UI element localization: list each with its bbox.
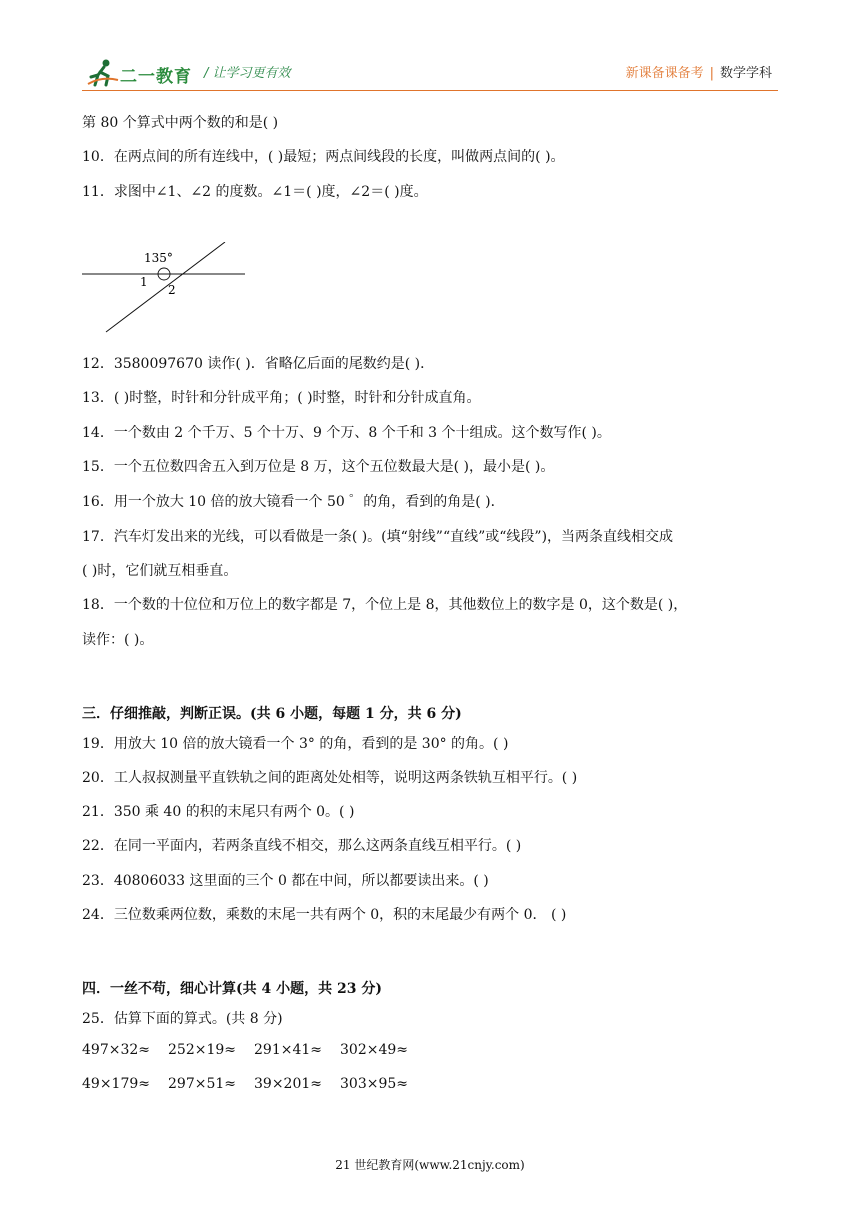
estimate-item: 297×51≈ [168, 1076, 236, 1092]
estimate-item: 303×95≈ [340, 1076, 408, 1092]
question-19: 19．用放大 10 倍的放大镜看一个 3° 的角，看到的是 30° 的角。( ) [82, 736, 509, 752]
question-18: 18．一个数的十位位和万位上的数字都是 7，个位上是 8，其他数位上的数字是 0，这个数是( )， [82, 597, 688, 613]
logo-text: 二一教育 [120, 67, 192, 87]
estimate-item: 49×179≈ [82, 1076, 150, 1092]
question-13: 13．( )时整，时针和分针成平角；( )时整，时针和分针成直角。 [82, 390, 481, 406]
estimate-item: 39×201≈ [254, 1076, 322, 1092]
estimate-item: 302×49≈ [340, 1042, 408, 1058]
question-18-cont: 读作：( )。 [82, 632, 154, 648]
question-16: 16．用一个放大 10 倍的放大镜看一个 50 ゜的角，看到的角是( )． [82, 494, 505, 510]
page-footer: 21 世纪教育网(www.21cnjy.com) [335, 1158, 525, 1172]
question-17-cont: ( )时，它们就互相垂直。 [82, 563, 238, 579]
question-23: 23．40806033 这里面的三个 0 都在中间，所以都要读出来。( ) [82, 873, 489, 889]
logo [86, 58, 196, 88]
section-4-heading: 四．一丝不苟，细心计算(共 4 小题，共 23 分) [82, 981, 382, 997]
question-14: 14．一个数由 2 个千万、5 个十万、9 个万、8 个千和 3 个十组成。这个数写作( )。 [82, 425, 611, 441]
question-10: 10．在两点间的所有连线中，( )最短；两点间线段的长度，叫做两点间的( )。 [82, 149, 565, 165]
runner-logo-icon [86, 58, 120, 88]
estimate-row-2 [82, 1076, 442, 1092]
angle-2-label: 2 [168, 283, 176, 297]
question-22: 22．在同一平面内，若两条直线不相交，那么这两条直线互相平行。( ) [82, 838, 522, 854]
header-separator: | [709, 66, 714, 81]
question-25: 25．估算下面的算式。(共 8 分) [82, 1011, 283, 1027]
angle-figure [80, 242, 250, 337]
question-12: 12．3580097670 读作( )．省略亿后面的尾数约是( )． [82, 356, 435, 372]
header-course-label: 新课备课备考 [625, 66, 704, 81]
page-header [0, 0, 860, 100]
header-divider [82, 90, 778, 91]
question-20: 20．工人叔叔测量平直铁轨之间的距离处处相等，说明这两条铁轨互相平行。( ) [82, 770, 578, 786]
angle-135-label: 135° [144, 251, 173, 265]
estimate-row-1 [82, 1042, 442, 1058]
question-24: 24．三位数乘两位数，乘数的末尾一共有两个 0，积的末尾最少有两个 0． ( ) [82, 907, 567, 923]
question-9-tail: 第 80 个算式中两个数的和是( ) [82, 115, 279, 131]
slogan: / 让学习更有效 [204, 66, 291, 81]
estimate-item: 252×19≈ [168, 1042, 236, 1058]
question-17: 17．汽车灯发出来的光线，可以看做是一条( )。(填“射线”“直线”或“线段”)，当两条直线相交成 [82, 529, 674, 545]
angle-1-label: 1 [140, 275, 148, 289]
section-3-heading: 三．仔细推敲，判断正误。(共 6 小题，每题 1 分，共 6 分) [82, 706, 462, 722]
question-21: 21．350 乘 40 的积的末尾只有两个 0。( ) [82, 804, 355, 820]
estimate-item: 291×41≈ [254, 1042, 322, 1058]
header-subject [626, 62, 772, 81]
header-subject-label: 数学学科 [719, 66, 772, 81]
question-11: 11．求图中∠1、∠2 的度数。∠1＝( )度，∠2＝( )度。 [82, 184, 428, 200]
estimate-item: 497×32≈ [82, 1042, 150, 1058]
question-15: 15．一个五位数四舍五入到万位是 8 万，这个五位数最大是( )，最小是( )。 [82, 459, 555, 475]
